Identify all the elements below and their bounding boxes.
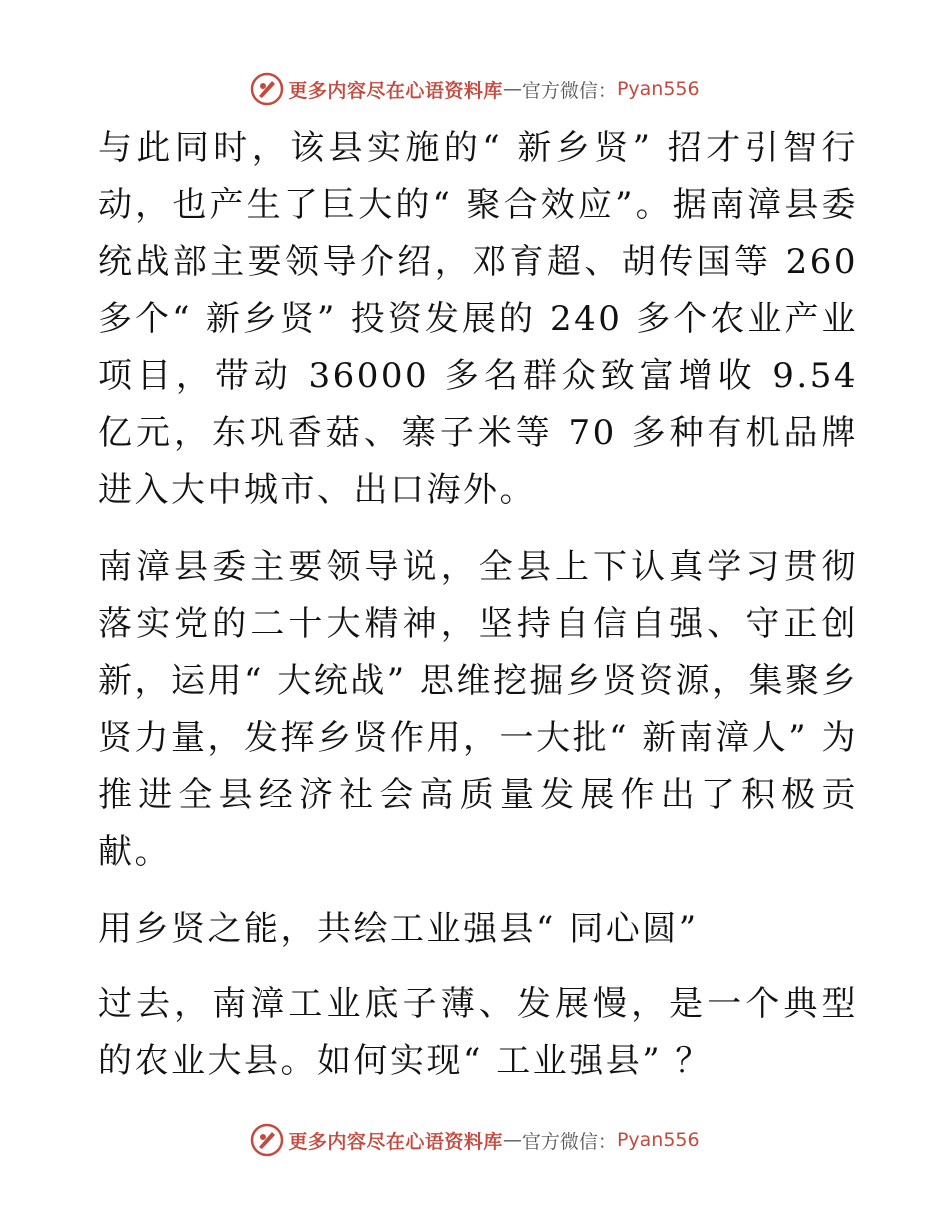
header-banner [0, 72, 950, 106]
banner-title: 更多内容尽在心语资料库 [288, 1130, 503, 1153]
banner-dash: — [502, 78, 522, 100]
footer-banner [0, 1123, 950, 1157]
section-heading: 用乡贤之能，共绘工业强县“ 同心圆” [98, 909, 699, 949]
banner-wechat-id: Pyan556 [616, 78, 700, 100]
banner-title: 更多内容尽在心语资料库 [288, 79, 503, 102]
banner-wechat-label: 官方微信： [521, 79, 617, 102]
paragraph-industry: 过去，南漳工业底子薄、发展慢，是一个典型的农业大县。如何实现“ 工业强县” ？ [98, 984, 858, 1081]
banner-dash: — [502, 1129, 522, 1151]
logo-seal-icon [250, 1123, 284, 1157]
banner-wechat-id: Pyan556 [616, 1129, 700, 1151]
paragraph-united-front: 南漳县委主要领导说，全县上下认真学习贯彻落实党的二十大精神，坚持自信自强、守正创新，运用“ 大统战” 思维挖掘乡贤资源，集聚乡贤力量，发挥乡贤作用，一大批“ 新南漳人” 为推进全县经济社会高质量发展作出了积极贡献。 [98, 547, 858, 872]
banner-wechat-label: 官方微信： [521, 1130, 617, 1153]
paragraph-talent-initiative: 与此同时，该县实施的“ 新乡贤” 招才引智行动，也产生了巨大的“ 聚合效应”。据南漳县委统战部主要领导介绍，邓育超、胡传国等 260 多个“ 新乡贤” 投资发展的 240 多个农业产业项目，带动 36000 多名群众致富增收 9.54 亿元，东巩香菇、寨子米等 70 多种有机品牌进入大中城市、出口海外。 [98, 128, 858, 510]
logo-seal-icon [250, 72, 284, 106]
document-body [98, 120, 858, 1110]
